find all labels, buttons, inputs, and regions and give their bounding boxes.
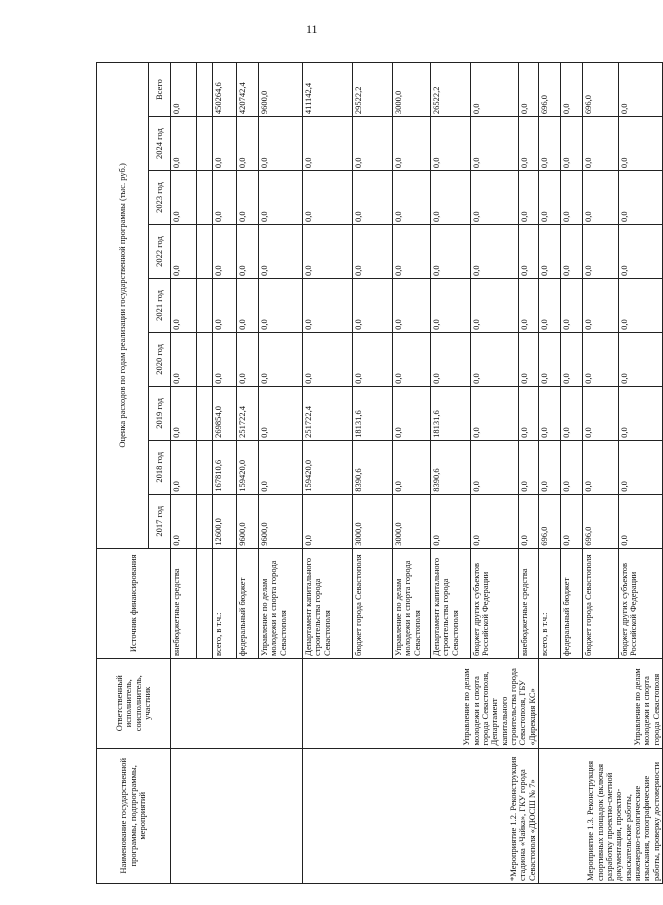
table-stage: [96, 62, 661, 884]
cell-value: 696,0: [539, 63, 561, 117]
cell-value: 167810,6: [213, 440, 237, 494]
header-year: 2018 год: [149, 440, 171, 494]
cell-value: 0,0: [519, 117, 539, 171]
cell-value: 0,0: [619, 332, 663, 386]
cell-value: 0,0: [259, 225, 303, 279]
rotated-table-wrapper: [96, 62, 661, 884]
cell-value: 0,0: [393, 117, 431, 171]
cell-value: 159420,0: [237, 440, 259, 494]
header-year: 2019 год: [149, 386, 171, 440]
responsible-text: Департамент капитального строительства города Севастополя, ГБУ «Дирекция КС»: [489, 668, 537, 746]
cell-program-name: [171, 748, 303, 883]
cell-value: 0,0: [561, 278, 583, 332]
cell-value: 696,0: [583, 494, 619, 548]
cell-value: 0,0: [561, 63, 583, 117]
cell-value: 696,0: [539, 494, 561, 548]
cell-value: 0,0: [393, 225, 431, 279]
cell-value: 411142,4: [303, 63, 353, 117]
cell-value: 3000,0: [393, 494, 431, 548]
cell-value: 0,0: [393, 171, 431, 225]
cell-value: [197, 332, 213, 386]
cell-value: 0,0: [471, 386, 519, 440]
cell-value: 0,0: [171, 278, 197, 332]
cell-source: всего, в т.ч.:: [539, 548, 561, 658]
cell-value: 0,0: [583, 386, 619, 440]
cell-value: 0,0: [619, 171, 663, 225]
cell-value: 0,0: [171, 494, 197, 548]
cell-value: 0,0: [619, 63, 663, 117]
header-name: Наименование государственной программы, подпрограммы, мероприятий: [97, 748, 171, 883]
cell-value: 0,0: [619, 278, 663, 332]
cell-value: 0,0: [583, 225, 619, 279]
cell-value: 0,0: [259, 117, 303, 171]
cell-value: 0,0: [519, 63, 539, 117]
cell-value: 0,0: [471, 225, 519, 279]
cell-value: 0,0: [539, 225, 561, 279]
cell-value: [197, 63, 213, 117]
cell-value: 8390,6: [431, 440, 471, 494]
cell-value: 0,0: [561, 494, 583, 548]
cell-value: 696,0: [583, 63, 619, 117]
cell-source: внебюджетные средства: [171, 548, 197, 658]
cell-value: 0,0: [353, 332, 393, 386]
cell-value: 0,0: [259, 278, 303, 332]
cell-source: бюджет других субъектов Российской Федерации: [471, 548, 519, 658]
cell-value: 0,0: [539, 386, 561, 440]
header-estimate: Оценка расходов по годам реализации государственной программы (тыс. руб.): [97, 63, 149, 549]
header-year: 2022 год: [149, 225, 171, 279]
responsible-text: Управление по делам молодежи и спорта города Севастополя,: [461, 668, 490, 746]
cell-value: 0,0: [471, 171, 519, 225]
cell-value: 0,0: [539, 278, 561, 332]
cell-responsible: [539, 658, 663, 748]
cell-value: 9600,0: [259, 63, 303, 117]
responsible-text: Управление по делам молодежи и спорта города Севастополя: [631, 668, 661, 746]
cell-responsible: [171, 658, 303, 748]
cell-source: федеральный бюджет: [237, 548, 259, 658]
cell-value: 0,0: [353, 117, 393, 171]
cell-value: 8390,6: [353, 440, 393, 494]
cell-value: 0,0: [539, 332, 561, 386]
cell-value: 0,0: [471, 440, 519, 494]
cell-value: [197, 117, 213, 171]
cell-value: 0,0: [539, 171, 561, 225]
cell-value: 0,0: [431, 171, 471, 225]
cell-value: 0,0: [519, 386, 539, 440]
header-year: 2023 год: [149, 171, 171, 225]
table-row: [539, 63, 561, 884]
cell-value: 0,0: [431, 117, 471, 171]
cell-source: всего, в т.ч.:: [213, 548, 237, 658]
cell-value: 0,0: [431, 332, 471, 386]
cell-value: 0,0: [583, 332, 619, 386]
cell-value: 0,0: [561, 440, 583, 494]
cell-value: 0,0: [539, 117, 561, 171]
cell-value: 0,0: [393, 278, 431, 332]
cell-value: 0,0: [619, 440, 663, 494]
cell-value: 0,0: [353, 171, 393, 225]
cell-value: 0,0: [583, 117, 619, 171]
cell-value: 0,0: [431, 494, 471, 548]
cell-source: Департамент капитального строительства города Севастополя: [303, 548, 353, 658]
cell-value: 0,0: [471, 117, 519, 171]
cell-source: федеральный бюджет: [561, 548, 583, 658]
cell-value: 0,0: [171, 440, 197, 494]
header-year: 2020 год: [149, 332, 171, 386]
cell-value: 0,0: [519, 332, 539, 386]
cell-value: 0,0: [213, 332, 237, 386]
cell-value: 0,0: [237, 332, 259, 386]
cell-value: 0,0: [519, 278, 539, 332]
cell-value: 159420,0: [303, 440, 353, 494]
cell-value: 0,0: [171, 117, 197, 171]
cell-source: Департамент капитального строительства города Севастополя: [431, 548, 471, 658]
cell-value: 0,0: [519, 494, 539, 548]
cell-value: 18131,6: [431, 386, 471, 440]
cell-value: 0,0: [171, 63, 197, 117]
cell-value: 0,0: [561, 332, 583, 386]
cell-value: 0,0: [519, 440, 539, 494]
cell-source: бюджет города Севастополя: [583, 548, 619, 658]
cell-value: 0,0: [237, 225, 259, 279]
cell-value: 0,0: [471, 278, 519, 332]
cell-value: 251722,4: [237, 386, 259, 440]
cell-value: 0,0: [539, 440, 561, 494]
cell-value: 18131,6: [353, 386, 393, 440]
cell-value: 0,0: [393, 332, 431, 386]
cell-value: 0,0: [303, 278, 353, 332]
cell-value: 0,0: [619, 117, 663, 171]
cell-value: 0,0: [303, 225, 353, 279]
cell-value: 0,0: [471, 494, 519, 548]
header-year: 2021 год: [149, 278, 171, 332]
page-number: 11: [306, 22, 318, 36]
expenses-table: [96, 62, 663, 884]
header-source: Источник финансирования: [97, 548, 171, 658]
table-row: [303, 63, 353, 884]
cell-value: [197, 225, 213, 279]
cell-value: 0,0: [561, 225, 583, 279]
cell-value: 0,0: [303, 171, 353, 225]
cell-value: 12600,0: [213, 494, 237, 548]
cell-value: 0,0: [213, 278, 237, 332]
header-year: 2024 год: [149, 117, 171, 171]
cell-value: 0,0: [471, 332, 519, 386]
cell-value: 3000,0: [353, 494, 393, 548]
cell-value: [197, 386, 213, 440]
cell-value: 0,0: [303, 494, 353, 548]
cell-value: 0,0: [519, 171, 539, 225]
cell-value: 0,0: [619, 386, 663, 440]
cell-source: бюджет других субъектов Российской Федерации: [619, 548, 663, 658]
cell-value: 0,0: [619, 494, 663, 548]
cell-program-name: Мероприятие 1.3. Реконструкция спортивных площадок (включая разработку проектно-сметной документации, проектно-изыскательские работы, инженерно-геологические изыскания, топографические работы, проверку достоверности: [539, 748, 663, 883]
cell-value: [197, 494, 213, 548]
cell-value: 0,0: [619, 225, 663, 279]
cell-source: Управление по делам молодежи и спорта города Севастополя: [393, 548, 431, 658]
cell-source: [197, 548, 213, 658]
cell-value: 0,0: [431, 278, 471, 332]
cell-value: 0,0: [213, 117, 237, 171]
cell-value: 0,0: [303, 332, 353, 386]
cell-value: 0,0: [431, 225, 471, 279]
cell-value: 0,0: [561, 171, 583, 225]
header-year: Всего: [149, 63, 171, 117]
cell-responsible: [303, 658, 539, 748]
cell-value: 0,0: [393, 386, 431, 440]
cell-value: 3000,0: [393, 63, 431, 117]
cell-source: Управление по делам молодежи и спорта города Севастополя: [259, 548, 303, 658]
cell-value: 0,0: [259, 386, 303, 440]
cell-value: 26522,2: [431, 63, 471, 117]
cell-value: 0,0: [171, 386, 197, 440]
cell-value: 0,0: [259, 332, 303, 386]
header-year: 2017 год: [149, 494, 171, 548]
cell-value: 0,0: [353, 225, 393, 279]
cell-value: 0,0: [213, 171, 237, 225]
cell-value: 0,0: [561, 117, 583, 171]
cell-value: 9600,0: [259, 494, 303, 548]
cell-value: 0,0: [353, 278, 393, 332]
cell-value: 0,0: [583, 171, 619, 225]
cell-value: 450264,6: [213, 63, 237, 117]
cell-value: 0,0: [259, 171, 303, 225]
cell-value: 0,0: [237, 278, 259, 332]
cell-value: 0,0: [237, 171, 259, 225]
cell-value: 0,0: [213, 225, 237, 279]
cell-value: 420742,4: [237, 63, 259, 117]
cell-value: 0,0: [583, 440, 619, 494]
cell-value: 0,0: [303, 117, 353, 171]
cell-value: [197, 440, 213, 494]
cell-value: 0,0: [561, 386, 583, 440]
cell-value: [197, 171, 213, 225]
cell-value: 269854,0: [213, 386, 237, 440]
cell-value: 0,0: [519, 225, 539, 279]
cell-value: 9600,0: [237, 494, 259, 548]
header-responsible: Ответственный исполнитель, соисполнитель, участник: [97, 658, 171, 748]
cell-value: 0,0: [171, 225, 197, 279]
cell-source: бюджет города Севастополя: [353, 548, 393, 658]
cell-value: 0,0: [393, 440, 431, 494]
cell-value: 251722,4: [303, 386, 353, 440]
cell-value: 0,0: [237, 117, 259, 171]
cell-value: 0,0: [171, 171, 197, 225]
cell-value: 29522,2: [353, 63, 393, 117]
cell-value: [197, 278, 213, 332]
cell-value: 0,0: [259, 440, 303, 494]
cell-value: 0,0: [583, 278, 619, 332]
cell-value: 0,0: [471, 63, 519, 117]
table-row: [171, 63, 197, 884]
cell-source: внебюджетные средства: [519, 548, 539, 658]
cell-value: 0,0: [171, 332, 197, 386]
cell-program-name: *Мероприятие 1.2. Реконструкция стадиона «Чайка», ГКУ города Севастополя «ДЮСШ № 7»: [303, 748, 539, 883]
